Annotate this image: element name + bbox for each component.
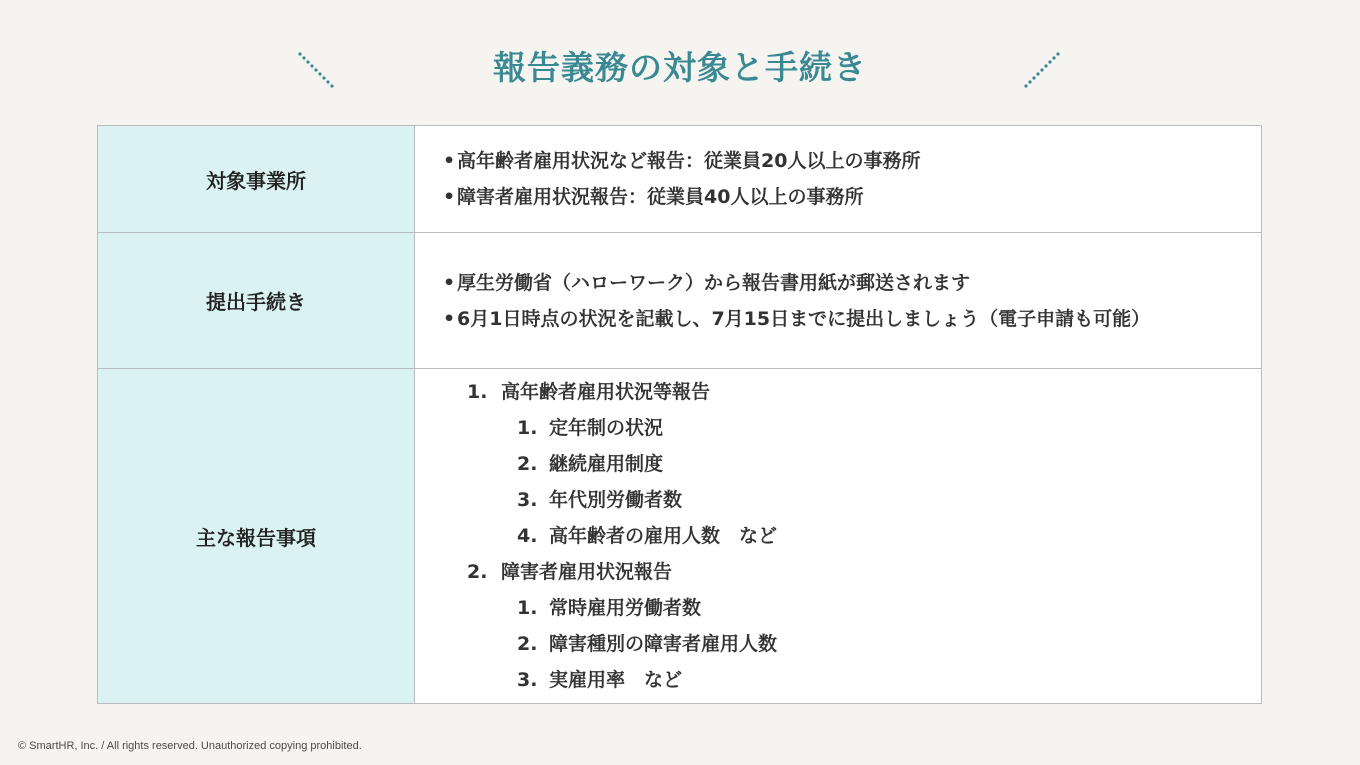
sub-list: [467, 410, 1261, 554]
sub-list-number: 1.: [517, 597, 538, 619]
sub-list-item: [517, 410, 1261, 446]
bullet-icon: •: [443, 271, 456, 294]
sub-list-number: 2.: [517, 633, 538, 655]
bullet-text: 6月1日時点の状況を記載し、7月15日までに提出しましょう（電子申請も可能）: [457, 307, 1151, 330]
sub-list-number: 3.: [517, 489, 538, 511]
sub-list-item: [517, 590, 1261, 626]
bullet-text: 厚生労働省（ハローワーク）から報告書用紙が郵送されます: [457, 271, 971, 294]
row-header-main-report-items: 主な報告事項: [98, 369, 415, 703]
bullet-item: [443, 143, 1261, 179]
bullet-item: [443, 265, 1261, 301]
row-header-submission-procedure: 提出手続き: [98, 233, 415, 368]
sub-list-label: 年代別労働者数: [549, 489, 683, 511]
sub-list-item: [517, 662, 1261, 698]
list-item: [467, 374, 1261, 554]
sub-list-item: [517, 446, 1261, 482]
sub-list-label: 実雇用率 など: [549, 669, 683, 691]
row-content-target-offices: [415, 126, 1261, 232]
sub-list-item: [517, 518, 1261, 554]
bullet-icon: •: [443, 150, 456, 172]
bullet-icon: •: [443, 307, 456, 330]
title-area: [0, 44, 1360, 92]
list-number: 1.: [467, 381, 488, 403]
list-item-label: 障害者雇用状況報告: [501, 561, 673, 583]
row-content-submission-procedure: [415, 233, 1261, 368]
bullet-item: [443, 179, 1261, 215]
row-header-target-offices: 対象事業所: [98, 126, 415, 232]
sub-list: [467, 590, 1261, 698]
sub-list-number: 4.: [517, 525, 538, 547]
bullet-icon: •: [443, 186, 456, 208]
page-title: 報告義務の対象と手続き: [493, 48, 867, 87]
sub-list-label: 定年制の状況: [549, 417, 664, 439]
copyright-footer: © SmartHR, Inc. / All rights reserved. Unauthorized copying prohibited.: [18, 740, 362, 752]
sub-list-label: 高年齢者の雇用人数 など: [549, 525, 778, 547]
sub-list-number: 2.: [517, 453, 538, 475]
report-items-list: [443, 374, 1261, 698]
row-content-main-report-items: [415, 369, 1261, 703]
sub-list-number: 1.: [517, 417, 538, 439]
sub-list-item: [517, 482, 1261, 518]
bullet-text: 高年齢者雇用状況など報告：従業員20人以上の事務所: [457, 150, 921, 172]
table-row: [98, 233, 1261, 369]
table-row: [98, 369, 1261, 703]
sub-list-item: [517, 626, 1261, 662]
sub-list-label: 障害種別の障害者雇用人数: [549, 633, 778, 655]
table-row: [98, 126, 1261, 233]
list-item: [467, 554, 1261, 698]
list-item-label: 高年齢者雇用状況等報告: [501, 381, 711, 403]
sub-list-label: 継続雇用制度: [549, 453, 664, 475]
report-obligation-table: [97, 125, 1262, 704]
sub-list-number: 3.: [517, 669, 538, 691]
bullet-text: 障害者雇用状況報告：従業員40人以上の事務所: [457, 186, 864, 208]
list-number: 2.: [467, 561, 488, 583]
bullet-item: [443, 301, 1261, 337]
sub-list-label: 常時雇用労働者数: [549, 597, 702, 619]
